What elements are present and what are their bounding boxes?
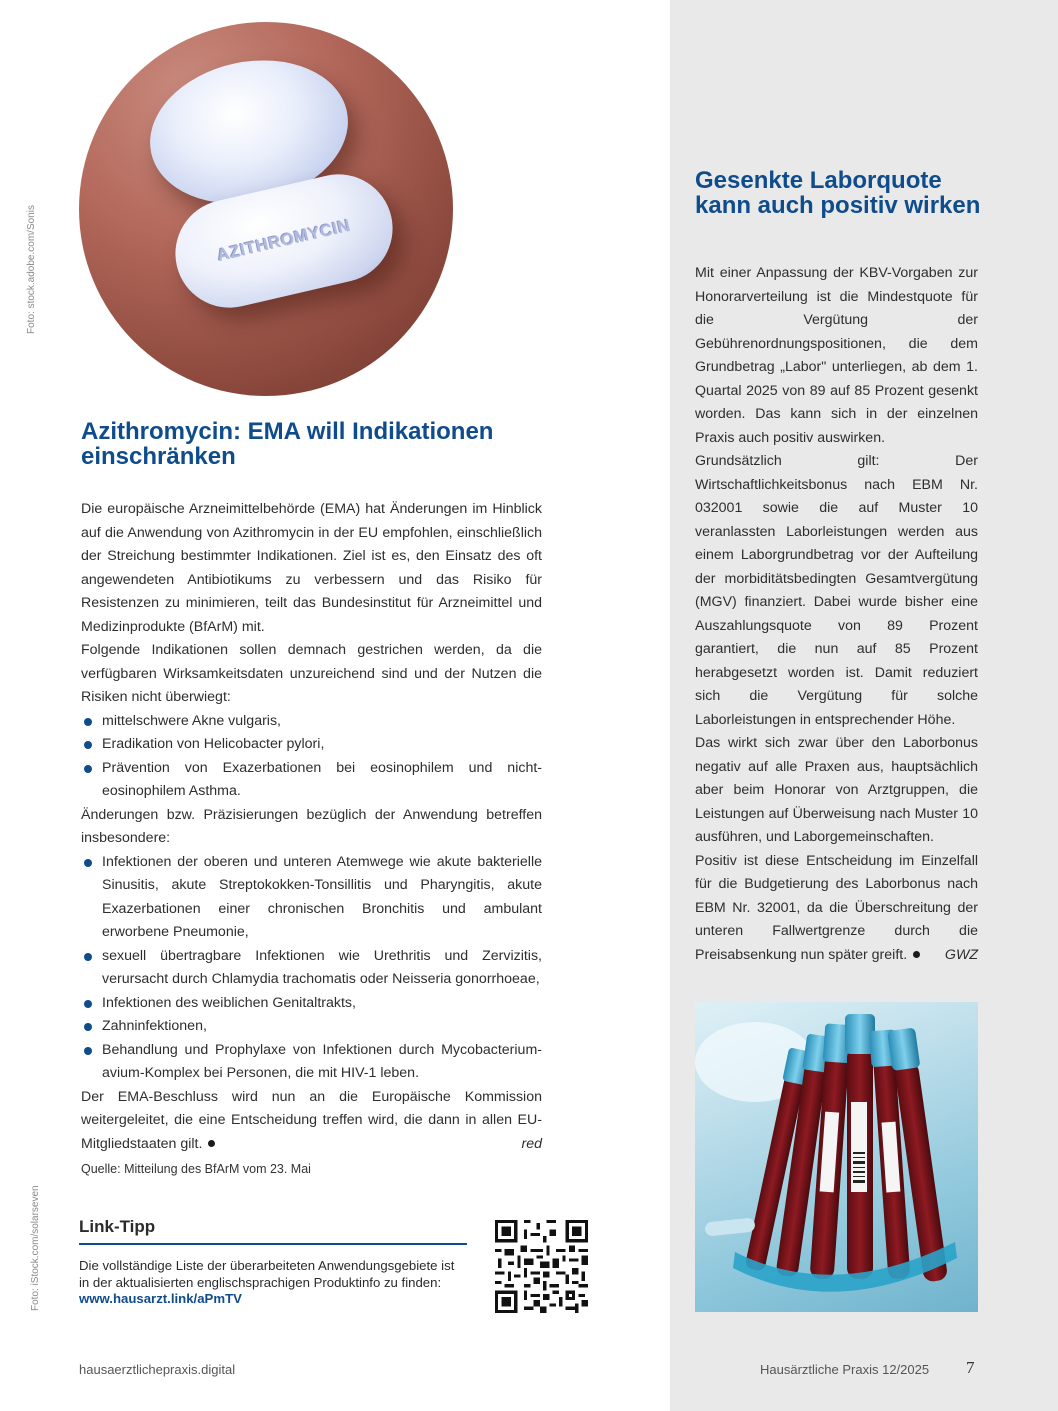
article-title-azithromycin: Azithromycin: EMA will Indikationen einschränken <box>81 418 494 470</box>
qr-code-icon[interactable] <box>495 1220 588 1313</box>
paragraph-closing <box>81 1086 542 1157</box>
end-mark-icon <box>913 951 920 958</box>
link-tip-url[interactable]: www.hausarzt.link/aPmTV <box>79 1291 242 1306</box>
paragraph: Änderungen bzw. Präzisierungen bezüglich der Anwendung betreffen insbesondere: <box>81 806 542 846</box>
article-title-laborquote: Gesenkte Laborquote kann auch positiv wirken <box>695 167 981 219</box>
list-item: Prävention von Exazerbationen bei eosinophilem und nicht-eosinophilem Asthma. <box>81 757 542 804</box>
tablet-imprint: AZITHROMYCIN <box>215 215 353 266</box>
link-tip-title: Link-Tipp <box>79 1217 467 1245</box>
blood-tubes-illustration <box>695 1002 978 1312</box>
article-body-laborquote <box>695 262 978 967</box>
closing-text: Positiv ist diese Entscheidung im Einzelfall für die Budgetierung des Laborbonus nach EBM Nr. 32001, da die Überschreitung der unteren Fallwertgrenze durch die Preisabsenkung nun später greift. <box>695 852 978 963</box>
photo-credit-top: Foto: stock.adobe.com/Sonis <box>26 205 37 334</box>
footer-issue: Hausärztliche Praxis 12/2025 <box>760 1362 930 1377</box>
paragraph: Grundsätzlich gilt: Der Wirtschaftlichkeitsbonus nach EBM Nr. 032001 sowie die auf Muster 10 veranlassten Laborleistungen werden aus einem Laborgrundbetrag vor der Aufteilung der morbiditätsbedingten Gesamtvergütung (MGV) finanziert. Dabei wurde bisher eine Auszahlungsquote von 89 Prozent garantiert, die nun auf 85 Prozent herabgesetzt worden ist. Damit reduziert sich die Vergütung für solche Laborleistungen in entsprechender Höhe. <box>695 453 978 728</box>
blood-tubes-photo <box>695 1002 978 1312</box>
bullet-list-changes <box>81 851 542 1086</box>
list-item: sexuell übertragbare Infektionen wie Urethritis und Zervizitis, verursacht durch Chlamydia trachomatis oder Neisseria gonorrhoeae, <box>81 945 542 992</box>
page-number: 7 <box>966 1358 975 1377</box>
paragraph: Mit einer Anpassung der KBV-Vorgaben zur Honorarverteilung ist die Mindestquote für die Vergütung der Gebührenordnungspositionen, die dem Grundbetrag „Labor" unterliegen, ab dem 1. Quartal 2025 von 89 auf 85 Prozent gesenkt worden. Das kann sich in der einzelnen Praxis auch positiv auswirken. <box>695 265 978 446</box>
list-item: Zahninfektionen, <box>81 1015 542 1039</box>
bullet-list-removed-indications <box>81 710 542 804</box>
footer-website: hausaerztlichepraxis.digital <box>79 1362 236 1377</box>
list-item: Infektionen des weiblichen Genitaltrakts, <box>81 992 542 1016</box>
author-initials: red <box>521 1135 542 1152</box>
author-initials: GWZ <box>944 946 978 963</box>
link-tip-description: Die vollständige Liste der überarbeiteten Anwendungsgebiete ist in der aktualisierten englischsprachigen Produktinfo zu finden: <box>79 1258 455 1290</box>
source-note: Quelle: Mitteilung des BfArM vom 23. Mai <box>81 1162 311 1176</box>
link-tip-text <box>79 1258 467 1308</box>
photo-credit-bottom: Foto: iStock.com/solarseven <box>30 1185 41 1311</box>
link-tip-box <box>79 1217 467 1308</box>
list-item: mittelschwere Akne vulgaris, <box>81 710 542 734</box>
list-item: Behandlung und Prophylaxe von Infektionen durch Mycobacterium-avium-Komplex bei Personen, die mit HIV-1 leben. <box>81 1039 542 1086</box>
closing-text: Der EMA-Beschluss wird nun an die Europäische Kommission weitergeleitet, die eine Entscheidung treffen wird, die dann in allen EU-Mitgliedstaaten gilt. <box>81 1088 542 1152</box>
article-body-azithromycin <box>81 498 542 1156</box>
azithromycin-photo <box>79 22 453 396</box>
end-mark-icon <box>208 1140 215 1147</box>
list-item: Eradikation von Helicobacter pylori, <box>81 733 542 757</box>
paragraph: Folgende Indikationen sollen demnach gestrichen werden, da die verfügbaren Wirksamkeitsdaten unzureichend sind und der Nutzen die Risiken nicht überwiegt: <box>81 642 542 705</box>
list-item: Infektionen der oberen und unteren Atemwege wie akute bakterielle Sinusitis, akute Streptokokken-Tonsillitis und Pharyngitis, akute Exazerbationen einer chronischen Bronchitis und ambulant erworbene Pneumonie, <box>81 851 542 945</box>
paragraph: Das wirkt sich zwar über den Laborbonus negativ auf alle Praxen aus, hauptsächlich aber beim Honorar von Arztgruppen, die Leistungen auf Überweisung nach Muster 10 ausführen, und Laborgemeinschaften. <box>695 735 978 845</box>
paragraph-closing <box>695 850 978 968</box>
paragraph: Die europäische Arzneimittelbehörde (EMA) hat Änderungen im Hinblick auf die Anwendung von Azithromycin in der EU empfohlen, einschließlich der Streichung bestimmter Indikationen. Ziel ist es, den Einsatz des oft angewendeten Antibiotikums zu verbessern und das Risiko für Resistenzen zu minimieren, teilt das Bundesinstitut für Arzneimittel und Medizinprodukte (BfArM) mit. <box>81 501 542 635</box>
